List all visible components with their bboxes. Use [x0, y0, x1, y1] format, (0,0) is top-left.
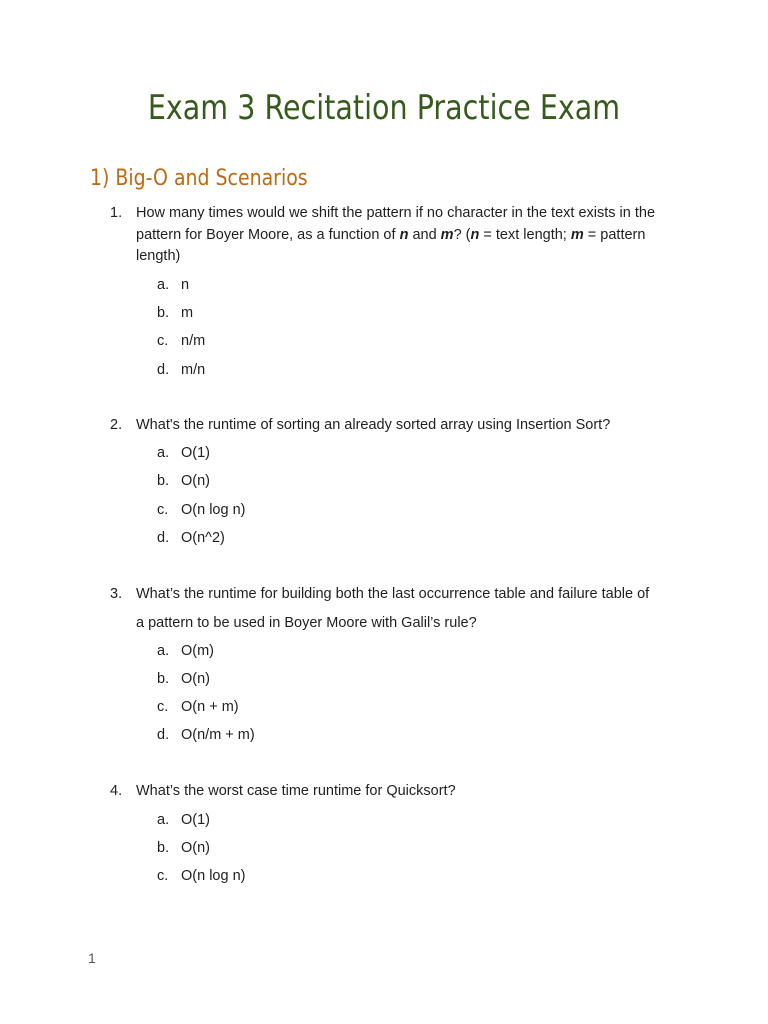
question-3-text-line2: a pattern to be used in Boyer Moore with Galil’s rule?: [136, 615, 477, 631]
option-letter: a.: [157, 277, 170, 293]
option-text: O(n log n): [181, 502, 246, 518]
page-title: Exam 3 Recitation Practice Exam: [147, 88, 621, 128]
option-letter: d.: [157, 362, 170, 378]
option-text: O(1): [181, 812, 210, 828]
option-text: O(n/m + m): [181, 727, 255, 743]
option-text: O(n^2): [181, 530, 225, 546]
option-letter: a.: [157, 643, 170, 659]
option-letter: b.: [157, 305, 170, 321]
question-1-number: 1.: [110, 205, 123, 221]
option-letter: a.: [157, 445, 170, 461]
option-text: n/m: [181, 333, 206, 349]
question-3-text-line1: What’s the runtime for building both the last occurrence table and failure table of: [136, 586, 650, 602]
option-text: O(n + m): [181, 699, 239, 715]
option-text: m/n: [181, 362, 206, 378]
question-1-text: How many times would we shift the pattern if no character in the text exists in the pattern for Boyer Moore, as a function of n and m? (n = text length; m = pattern length): [136, 205, 656, 264]
option-text: O(n): [181, 840, 210, 856]
option-text: O(n): [181, 671, 210, 687]
question-4-number: 4.: [110, 783, 123, 799]
question-3-number: 3.: [110, 586, 123, 602]
option-letter: b.: [157, 473, 170, 489]
option-letter: b.: [157, 840, 170, 856]
option-letter: a.: [157, 812, 170, 828]
option-letter: d.: [157, 727, 170, 743]
option-text: m: [181, 305, 194, 321]
question-4-text: What’s the worst case time runtime for Quicksort?: [136, 783, 456, 799]
option-letter: c.: [157, 699, 169, 715]
option-letter: c.: [157, 502, 169, 518]
option-letter: c.: [157, 333, 169, 349]
page-number: 1: [88, 950, 96, 966]
question-2-number: 2.: [110, 417, 123, 433]
section-heading: 1) Big-O and Scenarios: [90, 166, 308, 191]
option-text: O(n log n): [181, 868, 246, 884]
option-letter: b.: [157, 671, 170, 687]
option-letter: d.: [157, 530, 170, 546]
option-text: O(n): [181, 473, 210, 489]
option-text: O(1): [181, 445, 210, 461]
option-letter: c.: [157, 868, 169, 884]
question-2-text: What's the runtime of sorting an already sorted array using Insertion Sort?: [136, 417, 611, 433]
option-text: n: [181, 277, 190, 293]
option-text: O(m): [181, 643, 215, 659]
